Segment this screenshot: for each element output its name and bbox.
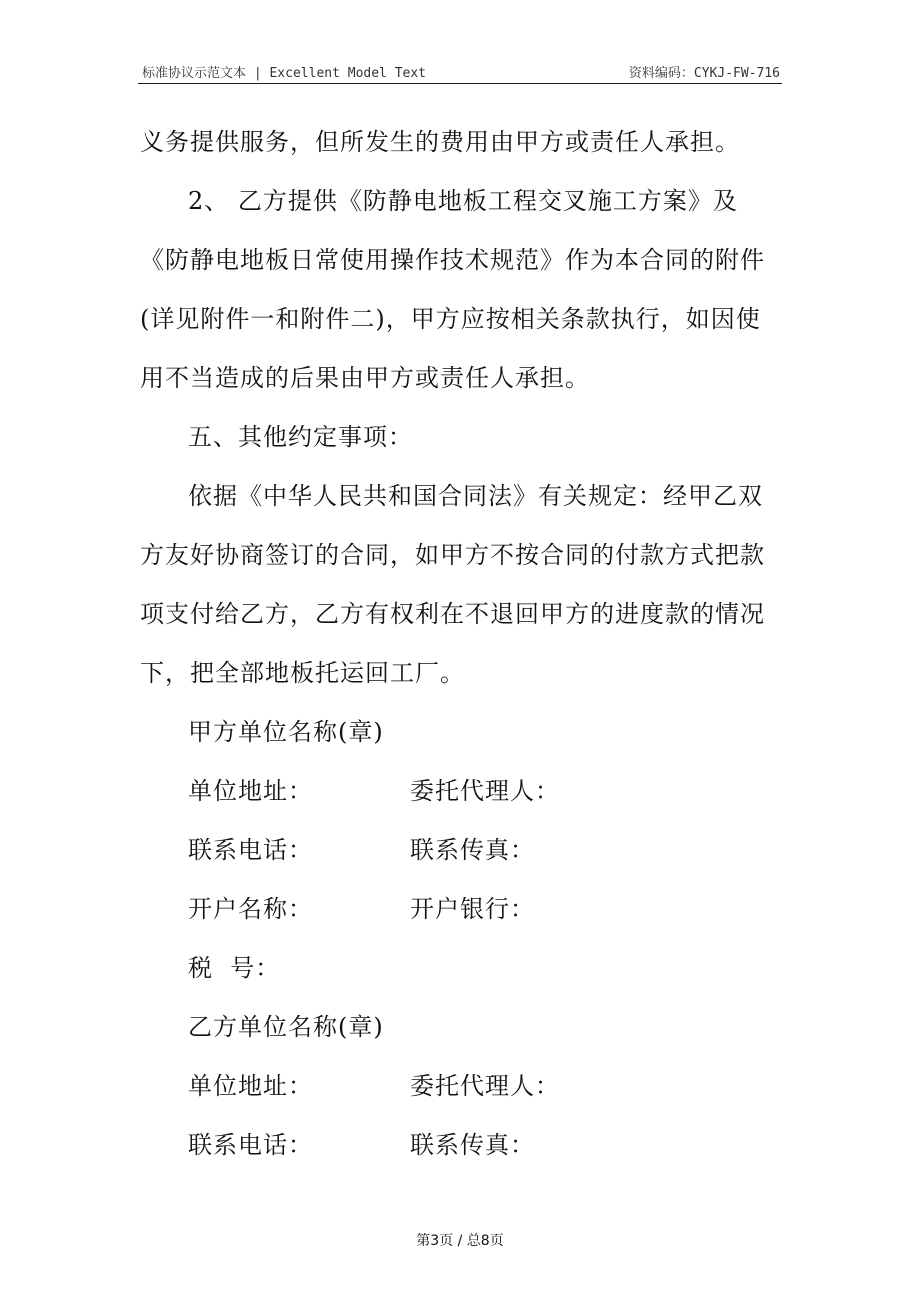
party-b-phone-label: 联系电话： xyxy=(188,1131,313,1159)
page-header xyxy=(138,58,782,84)
header-title: 标准协议示范文本 | Excellent Model Text xyxy=(142,66,427,81)
paragraph-line: 项支付给乙方，乙方有权利在不退回甲方的进度款的情况 xyxy=(140,600,765,628)
party-a-address-row xyxy=(188,775,560,807)
party-a-account-name-label: 开户名称： xyxy=(188,895,313,923)
paragraph-line: 方友好协商签订的合同，如甲方不按合同的付款方式把款 xyxy=(140,541,765,569)
party-b-phone-row xyxy=(188,1129,535,1161)
party-b-title: 乙方单位名称(章) xyxy=(188,1013,384,1041)
party-a-tax-label: 税 号： xyxy=(188,954,281,982)
paragraph-line: 2、 乙方提供《防静电地板工程交叉施工方案》及 xyxy=(188,187,738,215)
party-a-bank-label: 开户银行： xyxy=(410,895,535,923)
page-number: 第3页 / 总8页 xyxy=(416,1233,504,1249)
party-b-fax-label: 联系传真： xyxy=(410,1131,535,1159)
party-a-title: 甲方单位名称(章) xyxy=(188,718,384,746)
paragraph-line: 依据《中华人民共和国合同法》有关规定：经甲乙双 xyxy=(188,482,763,510)
paragraph-line: (详见附件一和附件二)，甲方应按相关条款执行，如因使 xyxy=(140,305,761,333)
party-a-agent-label: 委托代理人： xyxy=(410,777,560,805)
header-divider xyxy=(138,83,782,84)
paragraph-line: 义务提供服务，但所发生的费用由甲方或责任人承担。 xyxy=(140,128,740,156)
party-b-address-label: 单位地址： xyxy=(188,1072,313,1100)
party-a-account-row xyxy=(188,893,535,925)
party-a-phone-label: 联系电话： xyxy=(188,836,313,864)
party-b-agent-label: 委托代理人： xyxy=(410,1072,560,1100)
paragraph-line: 《防静电地板日常使用操作技术规范》作为本合同的附件 xyxy=(140,246,765,274)
paragraph-line: 下，把全部地板托运回工厂。 xyxy=(140,659,465,687)
party-b-address-row xyxy=(188,1070,560,1102)
header-doc-code: 资料编码：CYKJ-FW-716 xyxy=(628,66,780,81)
section-heading: 五、其他约定事项： xyxy=(188,423,413,451)
paragraph-line: 用不当造成的后果由甲方或责任人承担。 xyxy=(140,364,590,392)
party-a-fax-label: 联系传真： xyxy=(410,836,535,864)
party-a-address-label: 单位地址： xyxy=(188,777,313,805)
party-a-phone-row xyxy=(188,834,535,866)
